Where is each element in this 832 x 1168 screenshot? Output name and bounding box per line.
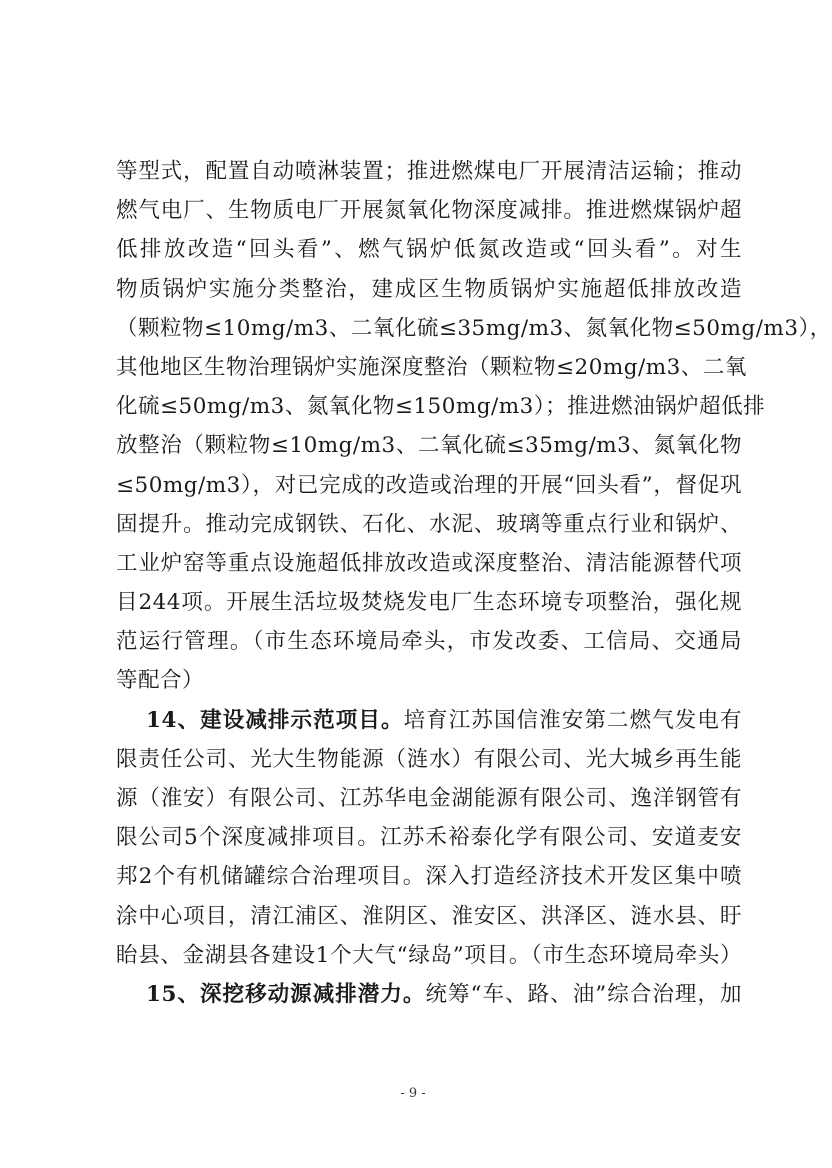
section-15-heading: 15、深挖移动源减排潜力。 bbox=[146, 981, 426, 1007]
section-14-first-line bbox=[116, 701, 742, 740]
text-line: 眙县、金湖县各建设1个大气“绿岛”项目。（市生态环境局牵头） bbox=[116, 942, 742, 968]
text-line: 限责任公司、光大生物能源（涟水）有限公司、光大城乡再生能 bbox=[116, 746, 742, 772]
text-line: 放整治（颗粒物≤10mg/m3、二氧化硫≤35mg/m3、氮氧化物 bbox=[116, 433, 742, 459]
text-line: 等配合） bbox=[116, 668, 205, 694]
section-14-text: 培育江苏国信淮安第二燃气发电有 bbox=[403, 707, 742, 733]
text-line: ≤50mg/m3），对已完成的改造或治理的开展“回头看”，督促巩 bbox=[116, 472, 742, 498]
text-line: 化硫≤50mg/m3、氮氧化物≤150mg/m3）；推进燃油锅炉超低排 bbox=[116, 394, 766, 420]
text-line: 工业炉窑等重点设施超低排放改造或深度整治、清洁能源替代项 bbox=[116, 550, 742, 576]
text-line: 限公司5个深度减排项目。江苏禾裕泰化学有限公司、安道麦安 bbox=[116, 825, 742, 851]
section-14-heading: 14、建设减排示范项目。 bbox=[146, 707, 404, 733]
text-line: 源（淮安）有限公司、江苏华电金湖能源有限公司、逸洋钢管有 bbox=[116, 786, 742, 811]
text-line: 目244项。开展生活垃圾焚烧发电厂生态环境专项整治，强化规 bbox=[116, 590, 742, 616]
text-line: 涂中心项目，清江浦区、淮阴区、淮安区、洪泽区、涟水县、盱 bbox=[116, 903, 742, 929]
text-line: 范运行管理。（市生态环境局牵头，市发改委、工信局、交通局 bbox=[116, 629, 742, 655]
text-line: 物质锅炉实施分类整治，建成区生物质锅炉实施超低排放改造 bbox=[116, 276, 742, 302]
text-line: 燃气电厂、生物质电厂开展氮氧化物深度减排。推进燃煤锅炉超 bbox=[116, 198, 742, 224]
text-line: （颗粒物≤10mg/m3、二氧化硫≤35mg/m3、氮氧化物≤50mg/m3）， bbox=[116, 315, 832, 341]
section-15-first-line bbox=[116, 975, 742, 1014]
text-line: 低排放改造“回头看”、燃气锅炉低氮改造或“回头看”。对生 bbox=[116, 237, 742, 263]
body-text bbox=[116, 152, 832, 1014]
text-line: 其他地区生物治理锅炉实施深度整治（颗粒物≤20mg/m3、二氧 bbox=[116, 354, 747, 380]
text-line: 邦2个有机储罐综合治理项目。深入打造经济技术开发区集中喷 bbox=[116, 864, 742, 890]
text-line: 固提升。推动完成钢铁、石化、水泥、玻璃等重点行业和锅炉、 bbox=[116, 511, 742, 537]
text-line: 等型式，配置自动喷淋装置；推进燃煤电厂开展清洁运输；推动 bbox=[116, 159, 742, 184]
page-number: - 9 - bbox=[400, 1086, 426, 1101]
section-15-text: 统筹“车、路、油”综合治理，加 bbox=[425, 981, 743, 1007]
